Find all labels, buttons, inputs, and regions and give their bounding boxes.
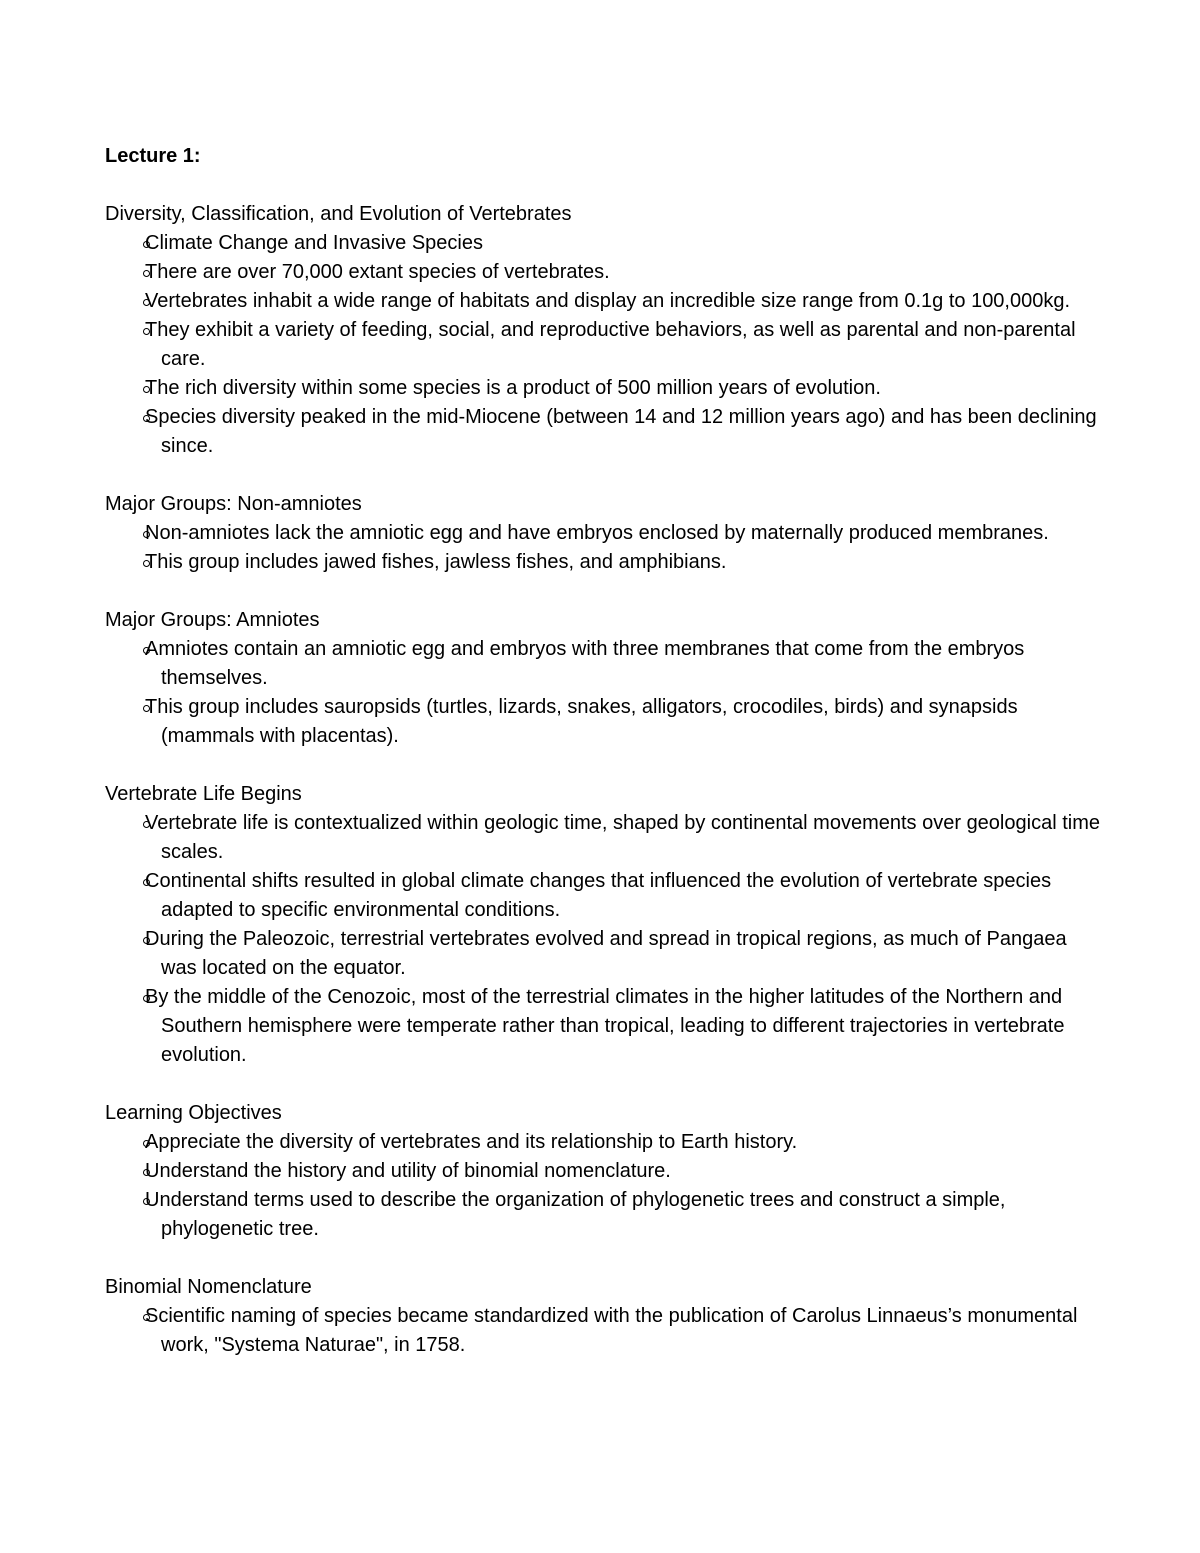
bullet-icon [143,937,150,944]
bullet-list [105,519,1105,577]
section-heading: Major Groups: Amniotes [105,609,320,631]
list-item: This group includes jawed fishes, jawless fishes, and amphibians. [145,551,727,573]
bullet-list [105,635,1105,751]
bullet-icon [143,386,150,393]
section-heading: Major Groups: Non-amniotes [105,493,362,515]
list-item: Vertebrates inhabit a wide range of habitats and display an incredible size range from 0.1g to 100,000kg. [145,290,1071,312]
list-item: By the middle of the Cenozoic, most of the terrestrial climates in the higher latitudes of the Northern and Southern hemisphere were temperate rather than tropical, leading to different trajectories in vertebrate evolution. [145,986,1065,1066]
list-item: Climate Change and Invasive Species [145,232,483,254]
list-item: There are over 70,000 extant species of vertebrates. [145,261,610,283]
bullet-icon [143,1314,150,1321]
bullet-icon [143,1169,150,1176]
bullet-icon [143,270,150,277]
list-item: Appreciate the diversity of vertebrates and its relationship to Earth history. [145,1131,798,1153]
list-item: The rich diversity within some species is a product of 500 million years of evolution. [145,377,881,399]
list-item: Non-amniotes lack the amniotic egg and have embryos enclosed by maternally produced membranes. [145,522,1049,544]
list-item: Scientific naming of species became standardized with the publication of Carolus Linnaeus’s monumental work, "Systema Naturae", in 1758. [145,1305,1078,1356]
bullet-icon [143,647,150,654]
section-learning-objectives [105,1099,1105,1244]
list-item: This group includes sauropsids (turtles, lizards, snakes, alligators, crocodiles, birds) and synapsids (mammals with placentas). [145,696,1018,747]
section-binomial-nomenclature [105,1273,1105,1360]
section-heading: Binomial Nomenclature [105,1276,312,1298]
bullet-icon [143,1198,150,1205]
bullet-icon [143,241,150,248]
bullet-icon [143,531,150,538]
list-item: Amniotes contain an amniotic egg and embryos with three membranes that come from the embryos themselves. [145,638,1025,689]
bullet-icon [143,995,150,1002]
section-heading: Vertebrate Life Begins [105,783,302,805]
section-diversity [105,200,1105,461]
list-item: Understand terms used to describe the organization of phylogenetic trees and construct a simple, phylogenetic tree. [145,1189,1006,1240]
section-vertebrate-life [105,780,1105,1070]
section-amniotes [105,606,1105,751]
bullet-icon [143,328,150,335]
bullet-icon [143,415,150,422]
list-item: During the Paleozoic, terrestrial vertebrates evolved and spread in tropical regions, as much of Pangaea was located on the equator. [145,928,1067,979]
section-heading: Learning Objectives [105,1102,282,1124]
bullet-icon [143,821,150,828]
list-item: They exhibit a variety of feeding, social, and reproductive behaviors, as well as parental and non-parental care. [145,319,1076,370]
section-heading: Diversity, Classification, and Evolution of Vertebrates [105,203,572,225]
lecture-title: Lecture 1: [105,145,201,167]
document-page [105,142,1105,1360]
bullet-list [105,229,1105,461]
list-item: Understand the history and utility of binomial nomenclature. [145,1160,671,1182]
bullet-icon [143,299,150,306]
bullet-icon [143,879,150,886]
bullet-icon [143,705,150,712]
bullet-list [105,809,1105,1070]
bullet-list [105,1128,1105,1244]
bullet-list [105,1302,1105,1360]
list-item: Vertebrate life is contextualized within geologic time, shaped by continental movements over geological time scales. [145,812,1100,863]
list-item: Continental shifts resulted in global climate changes that influenced the evolution of vertebrate species adapted to specific environmental conditions. [145,870,1052,921]
bullet-icon [143,1140,150,1147]
section-non-amniotes [105,490,1105,577]
bullet-icon [143,560,150,567]
list-item: Species diversity peaked in the mid-Miocene (between 14 and 12 million years ago) and has been declining since. [145,406,1097,457]
